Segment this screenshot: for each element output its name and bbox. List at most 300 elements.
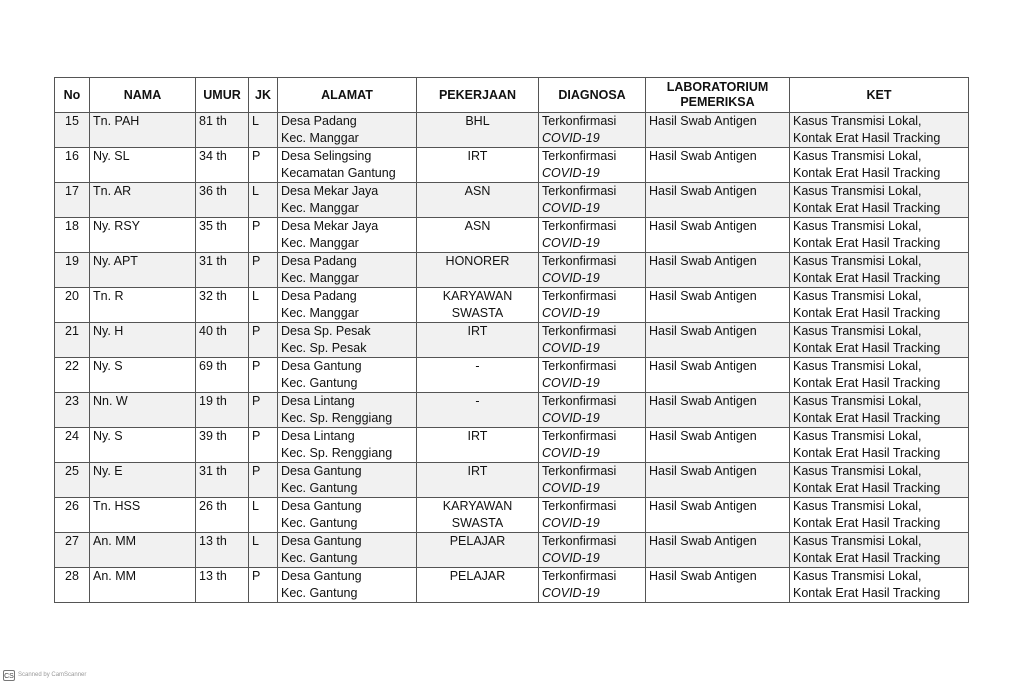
table-row (55, 288, 969, 323)
scanner-caption: Scanned by CamScanner (18, 672, 87, 678)
cell-alamat2-text: Kec. Manggar (281, 271, 359, 285)
cell-umur-text: 81 th (199, 114, 227, 128)
cell-ket (790, 533, 969, 568)
cell-pek1-text: HONORER (445, 254, 510, 268)
cell-laboratorium (646, 183, 790, 218)
cell-jk (249, 183, 278, 218)
cell-pek1-text: PELAJAR (449, 534, 506, 548)
cell-ket2-text: Kontak Erat Hasil Tracking (793, 446, 941, 460)
cell-jk (249, 428, 278, 463)
cell-no-text: 20 (65, 289, 79, 303)
cell-alamat2-text: Kec. Gantung (281, 516, 358, 530)
cell-lab-text: Hasil Swab Antigen (649, 464, 757, 478)
cell-diag1-text: Terkonfirmasi (542, 114, 617, 128)
cell-alamat2-text: Kec. Manggar (281, 306, 359, 320)
cell-ket1-text: Kasus Transmisi Lokal, (793, 149, 922, 163)
cell-lab-text: Hasil Swab Antigen (649, 219, 757, 233)
header-pekerjaan: PEKERJAAN (417, 78, 539, 113)
cell-pekerjaan (417, 393, 539, 428)
cell-nama-text: Nn. W (93, 394, 128, 408)
cell-jk-text: L (252, 289, 259, 303)
cell-alamat2-text: Kec. Manggar (281, 131, 359, 145)
cell-laboratorium (646, 113, 790, 148)
cell-no (55, 183, 90, 218)
cell-jk (249, 533, 278, 568)
table-row (55, 183, 969, 218)
cell-jk-text: L (252, 534, 259, 548)
cell-diag2-text: COVID-19 (542, 551, 600, 565)
cell-no (55, 218, 90, 253)
cell-alamat1-text: Desa Mekar Jaya (281, 184, 379, 198)
cell-pekerjaan (417, 288, 539, 323)
cell-jk (249, 113, 278, 148)
cell-jk-text: P (252, 394, 261, 408)
cell-diagnosa (539, 568, 646, 603)
cell-diagnosa (539, 498, 646, 533)
cell-lab-text: Hasil Swab Antigen (649, 569, 757, 583)
cell-diag2-text: COVID-19 (542, 481, 600, 495)
cell-umur (196, 463, 249, 498)
cell-jk (249, 568, 278, 603)
cell-umur (196, 323, 249, 358)
cell-jk-text: L (252, 184, 259, 198)
cell-diagnosa (539, 218, 646, 253)
cell-nama (90, 113, 196, 148)
cell-laboratorium (646, 218, 790, 253)
cell-pek1-text: KARYAWAN (442, 499, 513, 513)
cell-no-text: 16 (65, 149, 79, 163)
cell-no-text: 25 (65, 464, 79, 478)
cell-nama (90, 323, 196, 358)
cell-laboratorium (646, 148, 790, 183)
cell-laboratorium (646, 498, 790, 533)
cell-laboratorium (646, 568, 790, 603)
cell-alamat1-text: Desa Lintang (281, 429, 355, 443)
cell-no-text: 21 (65, 324, 79, 338)
cell-jk-text: L (252, 114, 259, 128)
cell-ket2-text: Kontak Erat Hasil Tracking (793, 201, 941, 215)
cell-ket1-text: Kasus Transmisi Lokal, (793, 289, 922, 303)
cell-jk (249, 358, 278, 393)
cell-umur (196, 533, 249, 568)
cell-nama-text: Ny. S (93, 429, 123, 443)
cell-alamat1-text: Desa Padang (281, 254, 357, 268)
cell-ket2-text: Kontak Erat Hasil Tracking (793, 481, 941, 495)
cell-ket (790, 148, 969, 183)
cell-pek1-text: IRT (467, 464, 488, 478)
cell-ket2-text: Kontak Erat Hasil Tracking (793, 236, 941, 250)
cell-pekerjaan (417, 113, 539, 148)
cell-ket (790, 428, 969, 463)
cell-umur (196, 183, 249, 218)
cell-lab-text: Hasil Swab Antigen (649, 359, 757, 373)
table-row (55, 113, 969, 148)
cell-alamat1-text: Desa Lintang (281, 394, 355, 408)
cell-diagnosa (539, 393, 646, 428)
cell-alamat1-text: Desa Selingsing (281, 149, 372, 163)
cell-umur-text: 34 th (199, 149, 227, 163)
cell-umur (196, 568, 249, 603)
cell-no (55, 113, 90, 148)
cell-ket1-text: Kasus Transmisi Lokal, (793, 569, 922, 583)
cell-diag1-text: Terkonfirmasi (542, 534, 617, 548)
cell-ket2-text: Kontak Erat Hasil Tracking (793, 306, 941, 320)
cell-ket2-text: Kontak Erat Hasil Tracking (793, 341, 941, 355)
cell-no (55, 358, 90, 393)
cell-alamat2-text: Kec. Manggar (281, 236, 359, 250)
cell-alamat (278, 428, 417, 463)
cell-alamat (278, 218, 417, 253)
cell-ket1-text: Kasus Transmisi Lokal, (793, 184, 922, 198)
cell-diag1-text: Terkonfirmasi (542, 254, 617, 268)
cell-diag2-text: COVID-19 (542, 236, 600, 250)
cell-alamat1-text: Desa Gantung (281, 569, 362, 583)
cell-umur-text: 32 th (199, 289, 227, 303)
cell-jk-text: P (252, 219, 261, 233)
cell-diagnosa (539, 288, 646, 323)
cell-diag2-text: COVID-19 (542, 131, 600, 145)
cell-ket2-text: Kontak Erat Hasil Tracking (793, 516, 941, 530)
cell-diag1-text: Terkonfirmasi (542, 289, 617, 303)
table-row (55, 533, 969, 568)
cell-alamat (278, 183, 417, 218)
cell-diag2-text: COVID-19 (542, 201, 600, 215)
cell-umur (196, 148, 249, 183)
cell-umur-text: 26 th (199, 499, 227, 513)
cell-no (55, 323, 90, 358)
cell-diag2-text: COVID-19 (542, 446, 600, 460)
cell-no-text: 18 (65, 219, 79, 233)
cell-pekerjaan (417, 533, 539, 568)
cell-pekerjaan (417, 463, 539, 498)
cell-jk-text: P (252, 569, 261, 583)
cell-ket (790, 323, 969, 358)
cell-alamat1-text: Desa Mekar Jaya (281, 219, 379, 233)
cell-umur (196, 358, 249, 393)
cell-ket2-text: Kontak Erat Hasil Tracking (793, 166, 941, 180)
cell-jk (249, 323, 278, 358)
cell-alamat1-text: Desa Gantung (281, 534, 362, 548)
cell-pek1-text: IRT (467, 149, 488, 163)
cell-ket (790, 568, 969, 603)
cell-alamat (278, 463, 417, 498)
cell-diag2-text: COVID-19 (542, 166, 600, 180)
cell-jk-text: P (252, 254, 261, 268)
camscanner-logo-icon: CS (3, 670, 15, 681)
cell-ket1-text: Kasus Transmisi Lokal, (793, 394, 922, 408)
cell-diag2-text: COVID-19 (542, 411, 600, 425)
cell-ket2-text: Kontak Erat Hasil Tracking (793, 411, 941, 425)
cell-alamat (278, 568, 417, 603)
cell-diagnosa (539, 533, 646, 568)
cell-pek1-text: PELAJAR (449, 569, 506, 583)
cell-ket1-text: Kasus Transmisi Lokal, (793, 359, 922, 373)
cell-pekerjaan (417, 498, 539, 533)
cell-ket (790, 498, 969, 533)
cell-lab-text: Hasil Swab Antigen (649, 499, 757, 513)
cell-diag2-text: COVID-19 (542, 516, 600, 530)
cell-diagnosa (539, 428, 646, 463)
cell-lab-text: Hasil Swab Antigen (649, 114, 757, 128)
cell-alamat2-text: Kec. Gantung (281, 551, 358, 565)
cell-laboratorium (646, 323, 790, 358)
header-umur: UMUR (196, 78, 249, 113)
cell-lab-text: Hasil Swab Antigen (649, 184, 757, 198)
cell-lab-text: Hasil Swab Antigen (649, 534, 757, 548)
cell-alamat (278, 498, 417, 533)
cell-jk (249, 498, 278, 533)
cell-pek1-text: BHL (465, 114, 490, 128)
cell-umur-text: 13 th (199, 534, 227, 548)
cell-no-text: 26 (65, 499, 79, 513)
table-row (55, 568, 969, 603)
cell-jk (249, 253, 278, 288)
cell-pek2-text: SWASTA (451, 516, 504, 530)
cell-lab-text: Hasil Swab Antigen (649, 324, 757, 338)
cell-alamat2-text: Kec. Manggar (281, 201, 359, 215)
cell-nama (90, 533, 196, 568)
cell-ket (790, 358, 969, 393)
cell-nama (90, 568, 196, 603)
cell-nama (90, 218, 196, 253)
cell-jk-text: P (252, 464, 261, 478)
cell-nama (90, 498, 196, 533)
table-row (55, 463, 969, 498)
cell-no (55, 288, 90, 323)
cell-ket1-text: Kasus Transmisi Lokal, (793, 499, 922, 513)
table-row (55, 428, 969, 463)
cell-alamat2-text: Kec. Gantung (281, 376, 358, 390)
cell-lab-text: Hasil Swab Antigen (649, 254, 757, 268)
cell-pek1-text: - (475, 394, 480, 408)
cell-diag1-text: Terkonfirmasi (542, 499, 617, 513)
cell-pekerjaan (417, 568, 539, 603)
cell-jk-text: P (252, 429, 261, 443)
cell-no (55, 533, 90, 568)
cell-umur-text: 31 th (199, 254, 227, 268)
header-no: No (55, 78, 90, 113)
cell-umur-text: 69 th (199, 359, 227, 373)
header-alamat: ALAMAT (278, 78, 417, 113)
table-row (55, 253, 969, 288)
cell-umur-text: 31 th (199, 464, 227, 478)
cell-jk (249, 218, 278, 253)
cell-ket1-text: Kasus Transmisi Lokal, (793, 464, 922, 478)
cell-laboratorium (646, 288, 790, 323)
cell-alamat (278, 288, 417, 323)
table-row (55, 323, 969, 358)
cell-ket (790, 183, 969, 218)
cell-no (55, 463, 90, 498)
cell-alamat (278, 393, 417, 428)
cell-alamat2-text: Kec. Gantung (281, 481, 358, 495)
cell-ket1-text: Kasus Transmisi Lokal, (793, 324, 922, 338)
cell-alamat1-text: Desa Gantung (281, 464, 362, 478)
cell-alamat2-text: Kec. Sp. Renggiang (281, 446, 393, 460)
cell-ket (790, 218, 969, 253)
cell-no (55, 428, 90, 463)
cell-no-text: 27 (65, 534, 79, 548)
cell-diagnosa (539, 113, 646, 148)
cell-diag1-text: Terkonfirmasi (542, 219, 617, 233)
cell-nama (90, 148, 196, 183)
cell-nama (90, 463, 196, 498)
cell-diag1-text: Terkonfirmasi (542, 429, 617, 443)
cell-umur-text: 13 th (199, 569, 227, 583)
cell-no-text: 23 (65, 394, 79, 408)
cell-nama-text: An. MM (93, 569, 137, 583)
cell-diagnosa (539, 463, 646, 498)
cell-nama-text: Ny. E (93, 464, 123, 478)
header-laboratorium (646, 78, 790, 113)
cell-pek1-text: IRT (467, 324, 488, 338)
cell-laboratorium (646, 253, 790, 288)
cell-umur (196, 218, 249, 253)
cell-umur (196, 393, 249, 428)
cell-jk (249, 463, 278, 498)
cell-nama-text: Ny. RSY (93, 219, 140, 233)
header-jk: JK (249, 78, 278, 113)
cell-umur-text: 36 th (199, 184, 227, 198)
cell-no-text: 19 (65, 254, 79, 268)
cell-diag1-text: Terkonfirmasi (542, 359, 617, 373)
cell-nama (90, 288, 196, 323)
cell-alamat1-text: Desa Padang (281, 114, 357, 128)
cell-ket1-text: Kasus Transmisi Lokal, (793, 429, 922, 443)
cell-diagnosa (539, 358, 646, 393)
cell-no (55, 148, 90, 183)
table-row (55, 148, 969, 183)
cell-ket2-text: Kontak Erat Hasil Tracking (793, 131, 941, 145)
cell-lab-text: Hasil Swab Antigen (649, 289, 757, 303)
cell-no-text: 24 (65, 429, 79, 443)
cell-jk-text: P (252, 359, 261, 373)
cell-no (55, 393, 90, 428)
cell-pek1-text: KARYAWAN (442, 289, 513, 303)
cell-laboratorium (646, 463, 790, 498)
cell-diag1-text: Terkonfirmasi (542, 149, 617, 163)
cell-no-text: 15 (65, 114, 79, 128)
cell-pek1-text: - (475, 359, 480, 373)
cell-alamat (278, 358, 417, 393)
cell-laboratorium (646, 393, 790, 428)
cell-alamat1-text: Desa Sp. Pesak (281, 324, 371, 338)
cell-nama-text: Ny. SL (93, 149, 130, 163)
cell-jk-text: P (252, 149, 261, 163)
cell-umur (196, 253, 249, 288)
cell-no (55, 498, 90, 533)
cell-pekerjaan (417, 253, 539, 288)
cell-diag1-text: Terkonfirmasi (542, 394, 617, 408)
cell-alamat (278, 253, 417, 288)
cell-nama-text: Ny. APT (93, 254, 138, 268)
cell-pek1-text: ASN (464, 219, 491, 233)
cell-diag1-text: Terkonfirmasi (542, 324, 617, 338)
cell-alamat1-text: Desa Padang (281, 289, 357, 303)
cell-ket (790, 253, 969, 288)
cell-umur-text: 40 th (199, 324, 227, 338)
cell-lab-text: Hasil Swab Antigen (649, 429, 757, 443)
cell-alamat (278, 113, 417, 148)
header-diagnosa: DIAGNOSA (539, 78, 646, 113)
cell-pekerjaan (417, 218, 539, 253)
cell-diagnosa (539, 253, 646, 288)
cell-diag2-text: COVID-19 (542, 341, 600, 355)
cell-pekerjaan (417, 323, 539, 358)
cell-jk-text: L (252, 499, 259, 513)
cell-ket (790, 393, 969, 428)
cell-umur-text: 19 th (199, 394, 227, 408)
cell-nama-text: An. MM (93, 534, 137, 548)
cell-diagnosa (539, 323, 646, 358)
cell-pek1-text: ASN (464, 184, 491, 198)
cell-laboratorium (646, 428, 790, 463)
cell-umur-text: 35 th (199, 219, 227, 233)
cell-ket (790, 288, 969, 323)
cell-jk (249, 393, 278, 428)
cell-alamat1-text: Desa Gantung (281, 359, 362, 373)
cell-no (55, 568, 90, 603)
cell-jk (249, 148, 278, 183)
cell-pek1-text: IRT (467, 429, 488, 443)
cell-alamat2-text: Kec. Sp. Pesak (281, 341, 367, 355)
cell-ket1-text: Kasus Transmisi Lokal, (793, 114, 922, 128)
cell-laboratorium (646, 533, 790, 568)
cell-alamat (278, 533, 417, 568)
cell-nama (90, 253, 196, 288)
cell-diag2-text: COVID-19 (542, 271, 600, 285)
cell-jk (249, 288, 278, 323)
cell-lab-text: Hasil Swab Antigen (649, 149, 757, 163)
cell-lab-text: Hasil Swab Antigen (649, 394, 757, 408)
cell-umur (196, 498, 249, 533)
cell-nama (90, 183, 196, 218)
header-laboratorium-line1: LABORATORIUM (666, 80, 769, 94)
cell-no-text: 28 (65, 569, 79, 583)
cell-umur-text: 39 th (199, 429, 227, 443)
cell-ket2-text: Kontak Erat Hasil Tracking (793, 551, 941, 565)
cell-pekerjaan (417, 358, 539, 393)
patient-table (54, 77, 969, 603)
cell-umur (196, 113, 249, 148)
cell-ket1-text: Kasus Transmisi Lokal, (793, 219, 922, 233)
cell-no-text: 17 (65, 184, 79, 198)
cell-diag1-text: Terkonfirmasi (542, 569, 617, 583)
table-row (55, 358, 969, 393)
cell-alamat2-text: Kec. Gantung (281, 586, 358, 600)
cell-diagnosa (539, 183, 646, 218)
cell-pekerjaan (417, 148, 539, 183)
cell-ket1-text: Kasus Transmisi Lokal, (793, 254, 922, 268)
cell-diag1-text: Terkonfirmasi (542, 184, 617, 198)
cell-nama (90, 393, 196, 428)
cell-nama-text: Tn. AR (93, 184, 132, 198)
cell-nama-text: Ny. S (93, 359, 123, 373)
table-header-row (55, 78, 969, 113)
header-ket: KET (790, 78, 969, 113)
cell-nama (90, 358, 196, 393)
cell-diag2-text: COVID-19 (542, 376, 600, 390)
cell-diagnosa (539, 148, 646, 183)
table-row (55, 498, 969, 533)
cell-alamat (278, 148, 417, 183)
cell-umur (196, 428, 249, 463)
cell-ket (790, 463, 969, 498)
cell-diag1-text: Terkonfirmasi (542, 464, 617, 478)
cell-ket2-text: Kontak Erat Hasil Tracking (793, 586, 941, 600)
cell-alamat (278, 323, 417, 358)
cell-jk-text: P (252, 324, 261, 338)
